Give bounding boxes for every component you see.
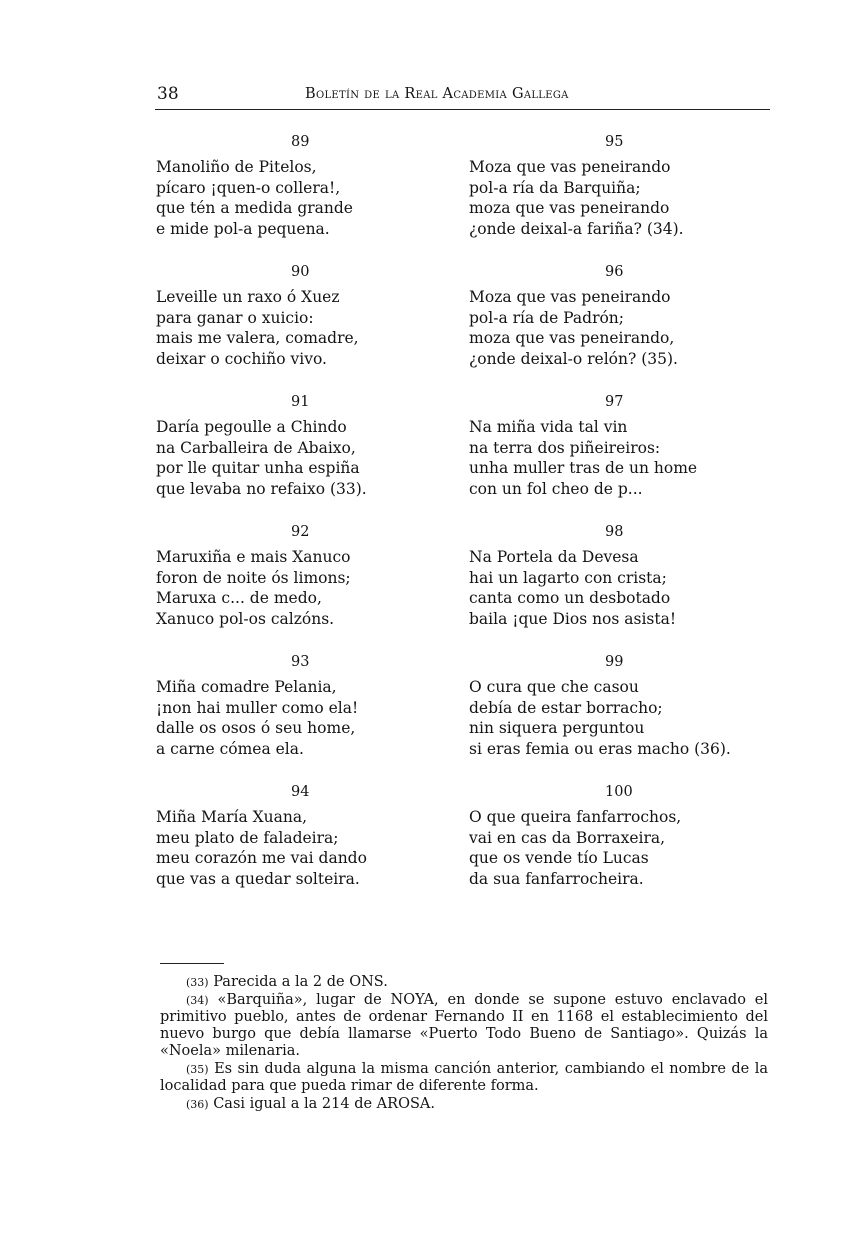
header-rule — [155, 109, 770, 110]
verse-line: Xanuco pol-os calzóns. — [156, 609, 335, 628]
running-title: Boletín de la Real Academia Gallega — [305, 86, 569, 102]
verse-line: vai en cas da Borraxeira, — [469, 828, 666, 847]
copla-number: 93 — [291, 654, 310, 670]
verse-line: pol-a ría de Padrón; — [469, 308, 625, 327]
copla-number: 92 — [291, 524, 310, 540]
copla-number: 94 — [291, 784, 310, 800]
verse-line: foron de noite ós limons; — [156, 568, 351, 587]
footnote — [160, 1096, 768, 1113]
copla-number: 98 — [605, 524, 624, 540]
copla-93 — [156, 654, 446, 784]
verse-line: Miña comadre Pelania, — [156, 678, 337, 696]
footnote-mark: (34) — [186, 994, 209, 1007]
verse-line: pícaro ¡quen-o collera!, — [156, 178, 341, 197]
verse-line: ¡non hai muller como ela! — [156, 698, 359, 717]
copla-number: 90 — [291, 264, 310, 280]
footnote-mark: (33) — [186, 976, 209, 989]
footnote — [160, 974, 768, 991]
footnote-mark: (36) — [186, 1098, 209, 1111]
verse-line: meu corazón me vai dando — [156, 849, 367, 867]
copla-90 — [156, 264, 446, 394]
footnote-text: Casi igual a la 214 de AROSA. — [213, 1096, 435, 1112]
verse-line: hai un lagarto con crista; — [469, 568, 667, 587]
copla-100 — [469, 784, 769, 914]
page-header — [155, 84, 770, 110]
copla-number: 97 — [605, 394, 624, 410]
copla-91 — [156, 394, 446, 524]
footnote-text: «Barquiña», lugar de NOYA, en donde se supone estuvo enclavado el primitivo pueblo, antes de ordenar Fernando II en 1168 el establecimiento del nuevo burgo que debía llamarse «Puerto Todo Bueno de Santiago». Quizás la «Noela» milenaria. — [160, 992, 768, 1059]
verse-line: na terra dos piñeireiros: — [469, 438, 661, 457]
verse-line: moza que vas peneirando, — [469, 329, 675, 347]
footnotes — [160, 974, 768, 1114]
verse-line: unha muller tras de un home — [469, 459, 698, 477]
verse-line: Moza que vas peneirando — [469, 288, 671, 306]
verse-line: Na miña vida tal vin — [469, 418, 628, 436]
verse-line: meu plato de faladeira; — [156, 828, 339, 847]
copla-92 — [156, 524, 446, 654]
verse-line: e mide pol-a pequena. — [156, 219, 330, 238]
copla-number: 100 — [605, 784, 633, 800]
verse-line: canta como un desbotado — [469, 589, 671, 607]
right-column — [469, 134, 769, 914]
verse-line: ¿onde deixal-o relón? (35). — [469, 349, 678, 368]
footnote-text: Parecida a la 2 de ONS. — [213, 974, 388, 990]
footnote — [160, 992, 768, 1060]
page-number: 38 — [157, 84, 179, 104]
verse-line: da sua fanfarrocheira. — [469, 869, 644, 888]
verse-line: Miña María Xuana, — [156, 808, 308, 826]
verse-line: a carne cómea ela. — [156, 739, 304, 758]
copla-number: 95 — [605, 134, 624, 150]
verse-line: que os vende tío Lucas — [469, 849, 649, 867]
verse-line: Leveille un raxo ó Xuez — [156, 288, 340, 306]
verse-line: Maruxa c... de medo, — [156, 589, 322, 607]
copla-number: 99 — [605, 654, 624, 670]
copla-number: 91 — [291, 394, 310, 410]
verse-line: nin siquera perguntou — [469, 719, 645, 737]
verse-line: baila ¡que Dios nos asista! — [469, 609, 677, 628]
copla-96 — [469, 264, 769, 394]
footnote-text: Es sin duda alguna la misma canción anterior, cambiando el nombre de la localidad para que pueda rimar de diferente forma. — [160, 1061, 768, 1094]
copla-89 — [156, 134, 446, 264]
verse-line: Daría pegoulle a Chindo — [156, 418, 347, 436]
copla-94 — [156, 784, 446, 914]
verse-line: O cura que che casou — [469, 678, 639, 696]
verse-line: pol-a ría da Barquiña; — [469, 178, 641, 197]
verse-line: O que queira fanfarrochos, — [469, 808, 682, 826]
verse-line: si eras femia ou eras macho (36). — [469, 739, 731, 758]
verse-line: debía de estar borracho; — [469, 698, 663, 717]
footnote-rule — [160, 963, 224, 964]
verse-line: Maruxiña e mais Xanuco — [156, 548, 351, 566]
verse-line: mais me valera, comadre, — [156, 329, 359, 347]
verse-line: que levaba no refaixo (33). — [156, 479, 367, 498]
verse-line: Na Portela da Devesa — [469, 548, 639, 566]
copla-99 — [469, 654, 769, 784]
verse-line: con un fol cheo de p... — [469, 479, 643, 498]
verse-line: na Carballeira de Abaixo, — [156, 438, 356, 457]
verse-line: para ganar o xuicio: — [156, 308, 314, 327]
verse-line: que tén a medida grande — [156, 199, 353, 217]
verse-line: ¿onde deixal-a fariña? (34). — [469, 219, 684, 238]
footnote — [160, 1061, 768, 1095]
copla-97 — [469, 394, 769, 524]
copla-95 — [469, 134, 769, 264]
left-column — [156, 134, 446, 914]
verse-line: deixar o cochiño vivo. — [156, 349, 327, 368]
footnote-mark: (35) — [186, 1063, 209, 1076]
verse-line: Manoliño de Pitelos, — [156, 158, 317, 176]
copla-98 — [469, 524, 769, 654]
verse-line: dalle os osos ó seu home, — [156, 719, 356, 737]
copla-number: 96 — [605, 264, 624, 280]
verse-line: Moza que vas peneirando — [469, 158, 671, 176]
verse-line: que vas a quedar solteira. — [156, 869, 360, 888]
copla-number: 89 — [291, 134, 310, 150]
verse-line: moza que vas peneirando — [469, 199, 670, 217]
verse-line: por lle quitar unha espiña — [156, 459, 360, 477]
